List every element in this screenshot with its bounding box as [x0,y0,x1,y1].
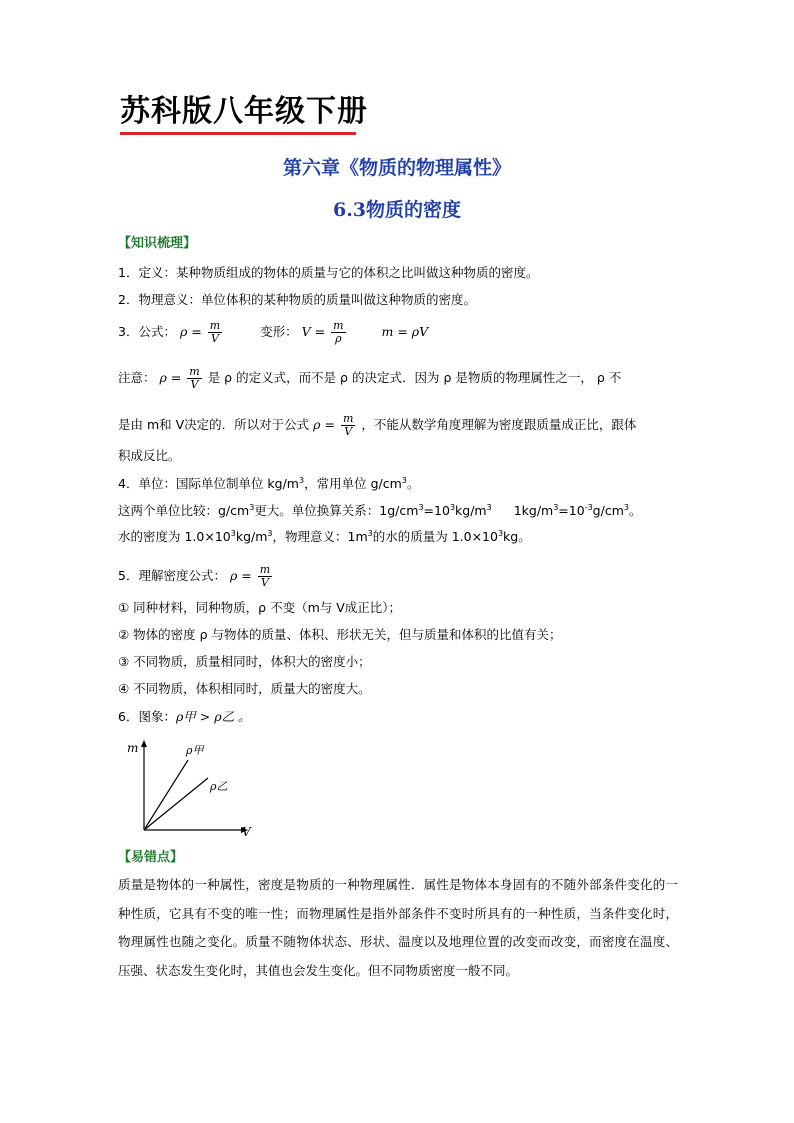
fraction-denominator: V [260,576,269,589]
fraction-numerator: m [189,365,200,378]
graph-prefix: 6．图象： [118,709,176,724]
knowledge-heading: 【知识梳理】 [118,236,197,251]
note-line-1 [118,366,621,391]
fraction-numerator: m [342,412,354,425]
superscript: 3 [299,476,305,485]
y-axis-arrow [141,740,147,747]
superscript: 3 [623,503,629,512]
superscript: -3 [584,503,593,512]
line-yi-label: ρ乙 [210,780,228,793]
superscript: 3 [418,503,424,512]
note-text-2b: ，不能从数学角度理解为密度跟质量成正比，跟体 [361,417,637,432]
unit-text: 。 [406,476,420,491]
title-underline [120,132,356,135]
unit-comparison [118,502,641,520]
fraction-m-over-v [258,564,272,589]
formula-rho: ρ = [179,324,202,339]
point-4: ④ 不同物质，体积相同时，质量大的密度大。 [118,681,371,696]
superscript: 3 [249,503,255,512]
superscript: 3 [401,476,407,485]
item-understand-formula [118,564,274,589]
unit-text: g/cm [592,503,624,518]
unit-text: ，常用单位 g/cm [304,476,402,491]
superscript: 3 [367,529,373,538]
unit-text: 更大。单位换算关系：1g/cm [254,503,419,518]
fraction-numerator: m [333,319,344,332]
fraction-m-over-v [208,320,222,345]
density-graph [118,738,268,842]
superscript: 3 [230,529,236,538]
unit-text: =10 [558,503,585,518]
book-title: 苏科版八年级下册 [120,94,368,129]
fraction-denominator: V [190,378,199,391]
density-relation: ρ甲 > ρ乙 。 [175,709,251,724]
fraction-m-over-v [341,413,355,438]
fraction-denominator: ρ [335,332,342,345]
line-jia-label: ρ甲 [186,744,204,757]
unit-text: 的水的质量为 1.0×10 [372,529,498,544]
note-rho: ρ = [159,370,182,385]
unit-text: 1kg/m [513,503,554,518]
point-2: ② 物体的密度 ρ 与物体的质量、体积、形状无关，但与质量和体积的比值有关； [118,627,562,642]
line-jia [144,760,188,830]
unit-text: 水的密度为 1.0×10 [118,529,231,544]
water-density [118,528,531,546]
fraction-m-over-v [187,366,201,391]
unit-text: ，物理意义：1m [272,529,368,544]
unit-text: kg/m [455,503,487,518]
note-text-1: 是 ρ 的定义式，而不是 ρ 的决定式．因为 ρ 是物质的物理属性之一， ρ 不 [207,370,622,385]
note-rho: ρ = [313,417,335,432]
unit-text: kg/m [235,529,268,544]
note-text-2a: 是由 m和 V决定的．所以对于公式 [118,417,310,432]
item-meaning: 2．物理意义：单位体积的某种物质的质量叫做这种物质的密度。 [118,292,476,307]
item-graph [118,708,251,726]
item-formula [118,320,428,345]
fraction-denominator: V [210,332,219,345]
superscript: 3 [486,503,492,512]
formula-v: V = [301,324,326,339]
note-line-2 [118,413,636,438]
superscript: 3 [553,503,559,512]
note-prefix: 注意： [118,370,156,385]
line-yi [144,778,208,830]
point-3: ③ 不同物质，质量相同时，体积大的密度小； [118,654,371,669]
x-axis-label: V [242,825,251,839]
fraction-denominator: V [344,425,353,438]
superscript: 3 [497,529,504,538]
item-unit [118,475,419,493]
understand-prefix: 5．理解密度公式： [118,568,226,583]
item-definition: 1．定义：某种物质组成的物体的质量与它的体积之比叫做这种物质的密度。 [118,265,539,280]
fraction-m-over-rho [331,320,345,345]
point-1: ① 同种材料，同种物质，ρ 不变（m与 V成正比）； [118,600,402,615]
section-title: 6.3物质的密度 [332,199,462,221]
formula-prefix: 3．公式： [118,324,176,339]
pitfalls-heading: 【易错点】 [118,850,184,865]
chapter-title: 第六章《物质的物理属性》 [282,157,511,179]
unit-text: 这两个单位比较：g/cm [118,503,250,518]
unit-text: 4．单位：国际单位制单位 kg/m [118,476,299,491]
superscript: 3 [449,503,456,512]
fraction-numerator: m [209,319,221,332]
understand-rho: ρ = [229,568,252,583]
formula-m: m = ρV [381,324,429,339]
unit-text: kg。 [503,529,531,544]
unit-text: =10 [423,503,450,518]
unit-text: 。 [628,503,642,518]
formula-variant-label: 变形： [260,324,298,339]
superscript: 3 [267,529,273,538]
pitfalls-text: 质量是物体的一种属性，密度是物质的一种物理属性．属性是物体本身固有的不随外部条件变化的一种性质，它具有不变的唯一性；而物理属性是指外部条件不变时所具有的一种性质，当条件变化时，物理属性也随之变化。质量不随物体状态、形状、温度以及地理位置的改变而改变，而密度在温度、压强、状态发生变化时，其值也会发生变化。但不同物质密度一般不同。 [118,877,678,978]
note-line-3: 积成反比。 [118,448,181,463]
fraction-numerator: m [259,563,271,576]
y-axis-label: m [127,741,139,755]
